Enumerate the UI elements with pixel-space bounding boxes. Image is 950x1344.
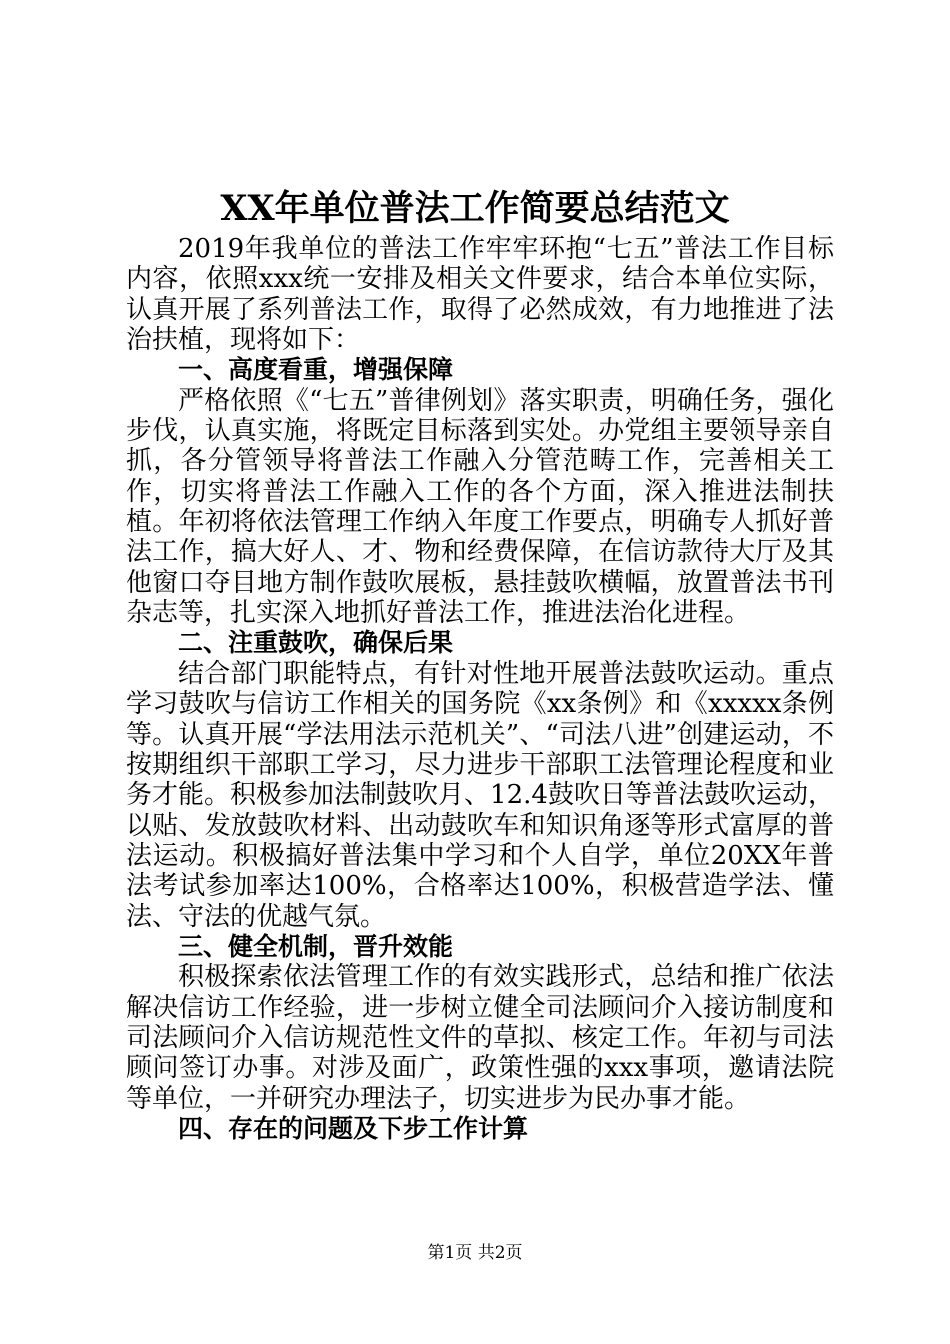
page-footer: 第1页 共2页 (427, 1243, 523, 1263)
section-heading-2: 二、注重鼓吹，确保后果 (178, 628, 454, 658)
document-body (126, 234, 834, 1144)
section-heading-4: 四、存在的问题及下步工作计算 (178, 1113, 529, 1143)
section-heading-1: 一、高度看重，增强保障 (178, 355, 454, 385)
section-body-2: 结合部门职能特点，有针对性地开展普法鼓吹运动。重点学习鼓吹与信访工作相关的国务院《xx条例》和《xxxxx条例等。认真开展“学法用法示范机关”、“司法八进”创建运动，不按期组织干部职工学习，尽力进步干部职工法管理论程度和业务才能。积极参加法制鼓吹月、12.4鼓吹日等普法鼓吹运动，以贴、发放鼓吹材料、出动鼓吹车和知识角逐等形式富厚的普法运动。积极搞好普法集中学习和个人自学，单位20XX年普法考试参加率达100%，合格率达100%，积极营造学法、懂法、守法的优越气氛。 (126, 658, 834, 932)
document-title: XX年单位普法工作简要总结范文 (220, 188, 730, 229)
section-body-1: 严格依照《“七五”普律例划》落实职责，明确任务，强化步伐，认真实施，将既定目标落到实处。办党组主要领导亲自抓，各分管领导将普法工作融入分管范畴工作，完善相关工作，切实将普法工作融入工作的各个方面，深入推进法制扶植。年初将依法管理工作纳入年度工作要点，明确专人抓好普法工作，搞大好人、才、物和经费保障，在信访款待大厅及其他窗口夺目地方制作鼓吹展板，悬挂鼓吹横幅，放置普法书刊杂志等，扎实深入地抓好普法工作，推进法治化进程。 (126, 385, 834, 629)
section-heading-3: 三、健全机制，晋升效能 (178, 931, 454, 961)
section-body-3: 积极探索依法管理工作的有效实践形式，总结和推广依法解决信访工作经验，进一步树立健全司法顾问介入接访制度和司法顾问介入信访规范性文件的草拟、核定工作。年初与司法顾问签订办事。对涉及面广，政策性强的xxx事项，邀请法院等单位，一并研究办理法子，切实进步为民办事才能。 (126, 962, 834, 1114)
intro-paragraph: 2019年我单位的普法工作牢牢环抱“七五”普法工作目标内容，依照xxx统一安排及相关文件要求，结合本单位实际，认真开展了系列普法工作，取得了必然成效，有力地推进了法治扶植，现将如下： (126, 234, 834, 356)
